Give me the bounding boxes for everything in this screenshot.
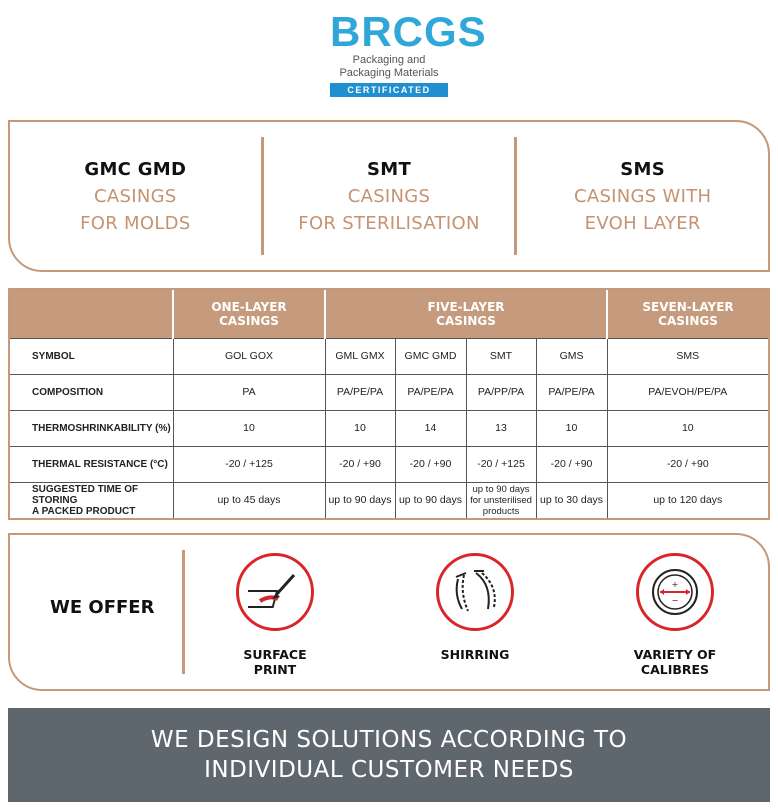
table-cell: SMS [607, 338, 768, 374]
product-desc-line-1: CASINGS [94, 185, 177, 207]
table-cell: -20 / +90 [395, 446, 466, 482]
row-label: SYMBOL [10, 338, 173, 374]
table-cell: GOL GOX [173, 338, 325, 374]
offer-item-shirring [400, 553, 550, 662]
table-row-symbol [10, 338, 768, 374]
brush-icon [248, 565, 302, 619]
offer-label [400, 647, 550, 662]
row-label: THERMOSHRINKABILITY (%) [10, 410, 173, 446]
products-panel [8, 120, 770, 272]
group-label: SEVEN-LAYER [642, 299, 734, 314]
table-cell: 10 [536, 410, 607, 446]
table-cell: up to 90 days [395, 482, 466, 518]
offer-icon-circle [436, 553, 514, 631]
product-sms [517, 156, 768, 237]
table-cell: -20 / +90 [607, 446, 768, 482]
table-cell: 10 [173, 410, 325, 446]
row-label [10, 482, 173, 518]
group-five-layer [325, 290, 607, 338]
offer-item-surface-print [200, 553, 350, 677]
specs-table [8, 288, 770, 520]
table-row-thermal-resistance [10, 446, 768, 482]
product-code: GMC GMD [84, 158, 187, 180]
product-desc-line-1: CASINGS WITH [573, 185, 712, 207]
offer-label-line-1: VARIETY OF [633, 647, 717, 662]
group-label: CASINGS [658, 313, 718, 328]
logo-line-1: Packaging and [352, 54, 426, 66]
table-cell: SMT [466, 338, 536, 374]
table-cell: PA/PE/PA [536, 374, 607, 410]
product-code: SMT [366, 158, 412, 180]
design-solutions-banner [8, 708, 770, 802]
product-desc-line-2: FOR STERILISATION [298, 212, 480, 234]
table-cell: 10 [325, 410, 395, 446]
banner-line-2: INDIVIDUAL CUSTOMER NEEDS [204, 757, 574, 783]
group-label: ONE-LAYER [211, 299, 287, 314]
product-desc-line-1: CASINGS [347, 185, 431, 207]
offer-label-line-2: PRINT [253, 662, 297, 677]
table-cell: PA/PE/PA [325, 374, 395, 410]
table-header-empty [10, 290, 173, 338]
table-cell: -20 / +90 [536, 446, 607, 482]
table-cell: up to 90 days for unsterilised products [466, 482, 536, 518]
calibre-icon [648, 565, 702, 619]
row-label-line-1: SUGGESTED TIME OF STORING [32, 483, 139, 506]
product-smt [264, 156, 515, 237]
offer-label-line-2: CALIBRES [640, 662, 710, 677]
table-cell: -20 / +125 [466, 446, 536, 482]
group-one-layer [173, 290, 325, 338]
table-cell: GMC GMD [395, 338, 466, 374]
offer-label-line-1: SURFACE [243, 647, 307, 662]
table-row-thermoshrinkability [10, 410, 768, 446]
offer-item-calibres [600, 553, 750, 677]
table-cell: up to 45 days [173, 482, 325, 518]
table-cell: -20 / +90 [325, 446, 395, 482]
product-code: SMS [620, 158, 666, 180]
group-label: FIVE-LAYER [427, 299, 505, 314]
offer-icon-circle [636, 553, 714, 631]
table-cell: up to 30 days [536, 482, 607, 518]
brcgs-logo [330, 8, 487, 97]
table-row-composition [10, 374, 768, 410]
table-cell: PA/PP/PA [466, 374, 536, 410]
table-cell: PA/PE/PA [395, 374, 466, 410]
table-cell: 13 [466, 410, 536, 446]
row-label: COMPOSITION [10, 374, 173, 410]
offer-icon-circle [236, 553, 314, 631]
product-gmc-gmd [10, 156, 261, 237]
table-header-row [10, 290, 768, 338]
svg-text:+: + [671, 580, 679, 589]
sausage-icon [448, 565, 502, 619]
table-cell: PA/EVOH/PE/PA [607, 374, 768, 410]
offer-label-line-1: SHIRRING [440, 647, 510, 662]
row-label-line-2: A PACKED PRODUCT [32, 505, 136, 517]
group-label: CASINGS [219, 313, 279, 328]
table-cell: GMS [536, 338, 607, 374]
logo-certificated-badge: CERTIFICATED [330, 83, 448, 97]
table-cell: 10 [607, 410, 768, 446]
table-cell: PA [173, 374, 325, 410]
product-desc-line-2: EVOH LAYER [584, 212, 701, 234]
table-cell: -20 / +125 [173, 446, 325, 482]
offer-panel [8, 533, 770, 691]
table-cell: 14 [395, 410, 466, 446]
table-row-storage-time [10, 482, 768, 518]
row-label: THERMAL RESISTANCE (°C) [10, 446, 173, 482]
logo-wordmark: BRCGS [330, 8, 487, 55]
group-label: CASINGS [436, 313, 496, 328]
offer-divider [182, 550, 185, 674]
svg-text:−: − [671, 596, 679, 605]
logo-line-2: Packaging Materials [339, 67, 439, 79]
table-cell: GML GMX [325, 338, 395, 374]
banner-line-1: WE DESIGN SOLUTIONS ACCORDING TO [150, 727, 628, 753]
offer-label [600, 647, 750, 677]
offer-title: WE OFFER [50, 597, 155, 618]
table-cell: up to 120 days [607, 482, 768, 518]
table-cell: up to 90 days [325, 482, 395, 518]
product-desc-line-2: FOR MOLDS [80, 212, 191, 234]
group-seven-layer [607, 290, 768, 338]
offer-label [200, 647, 350, 677]
